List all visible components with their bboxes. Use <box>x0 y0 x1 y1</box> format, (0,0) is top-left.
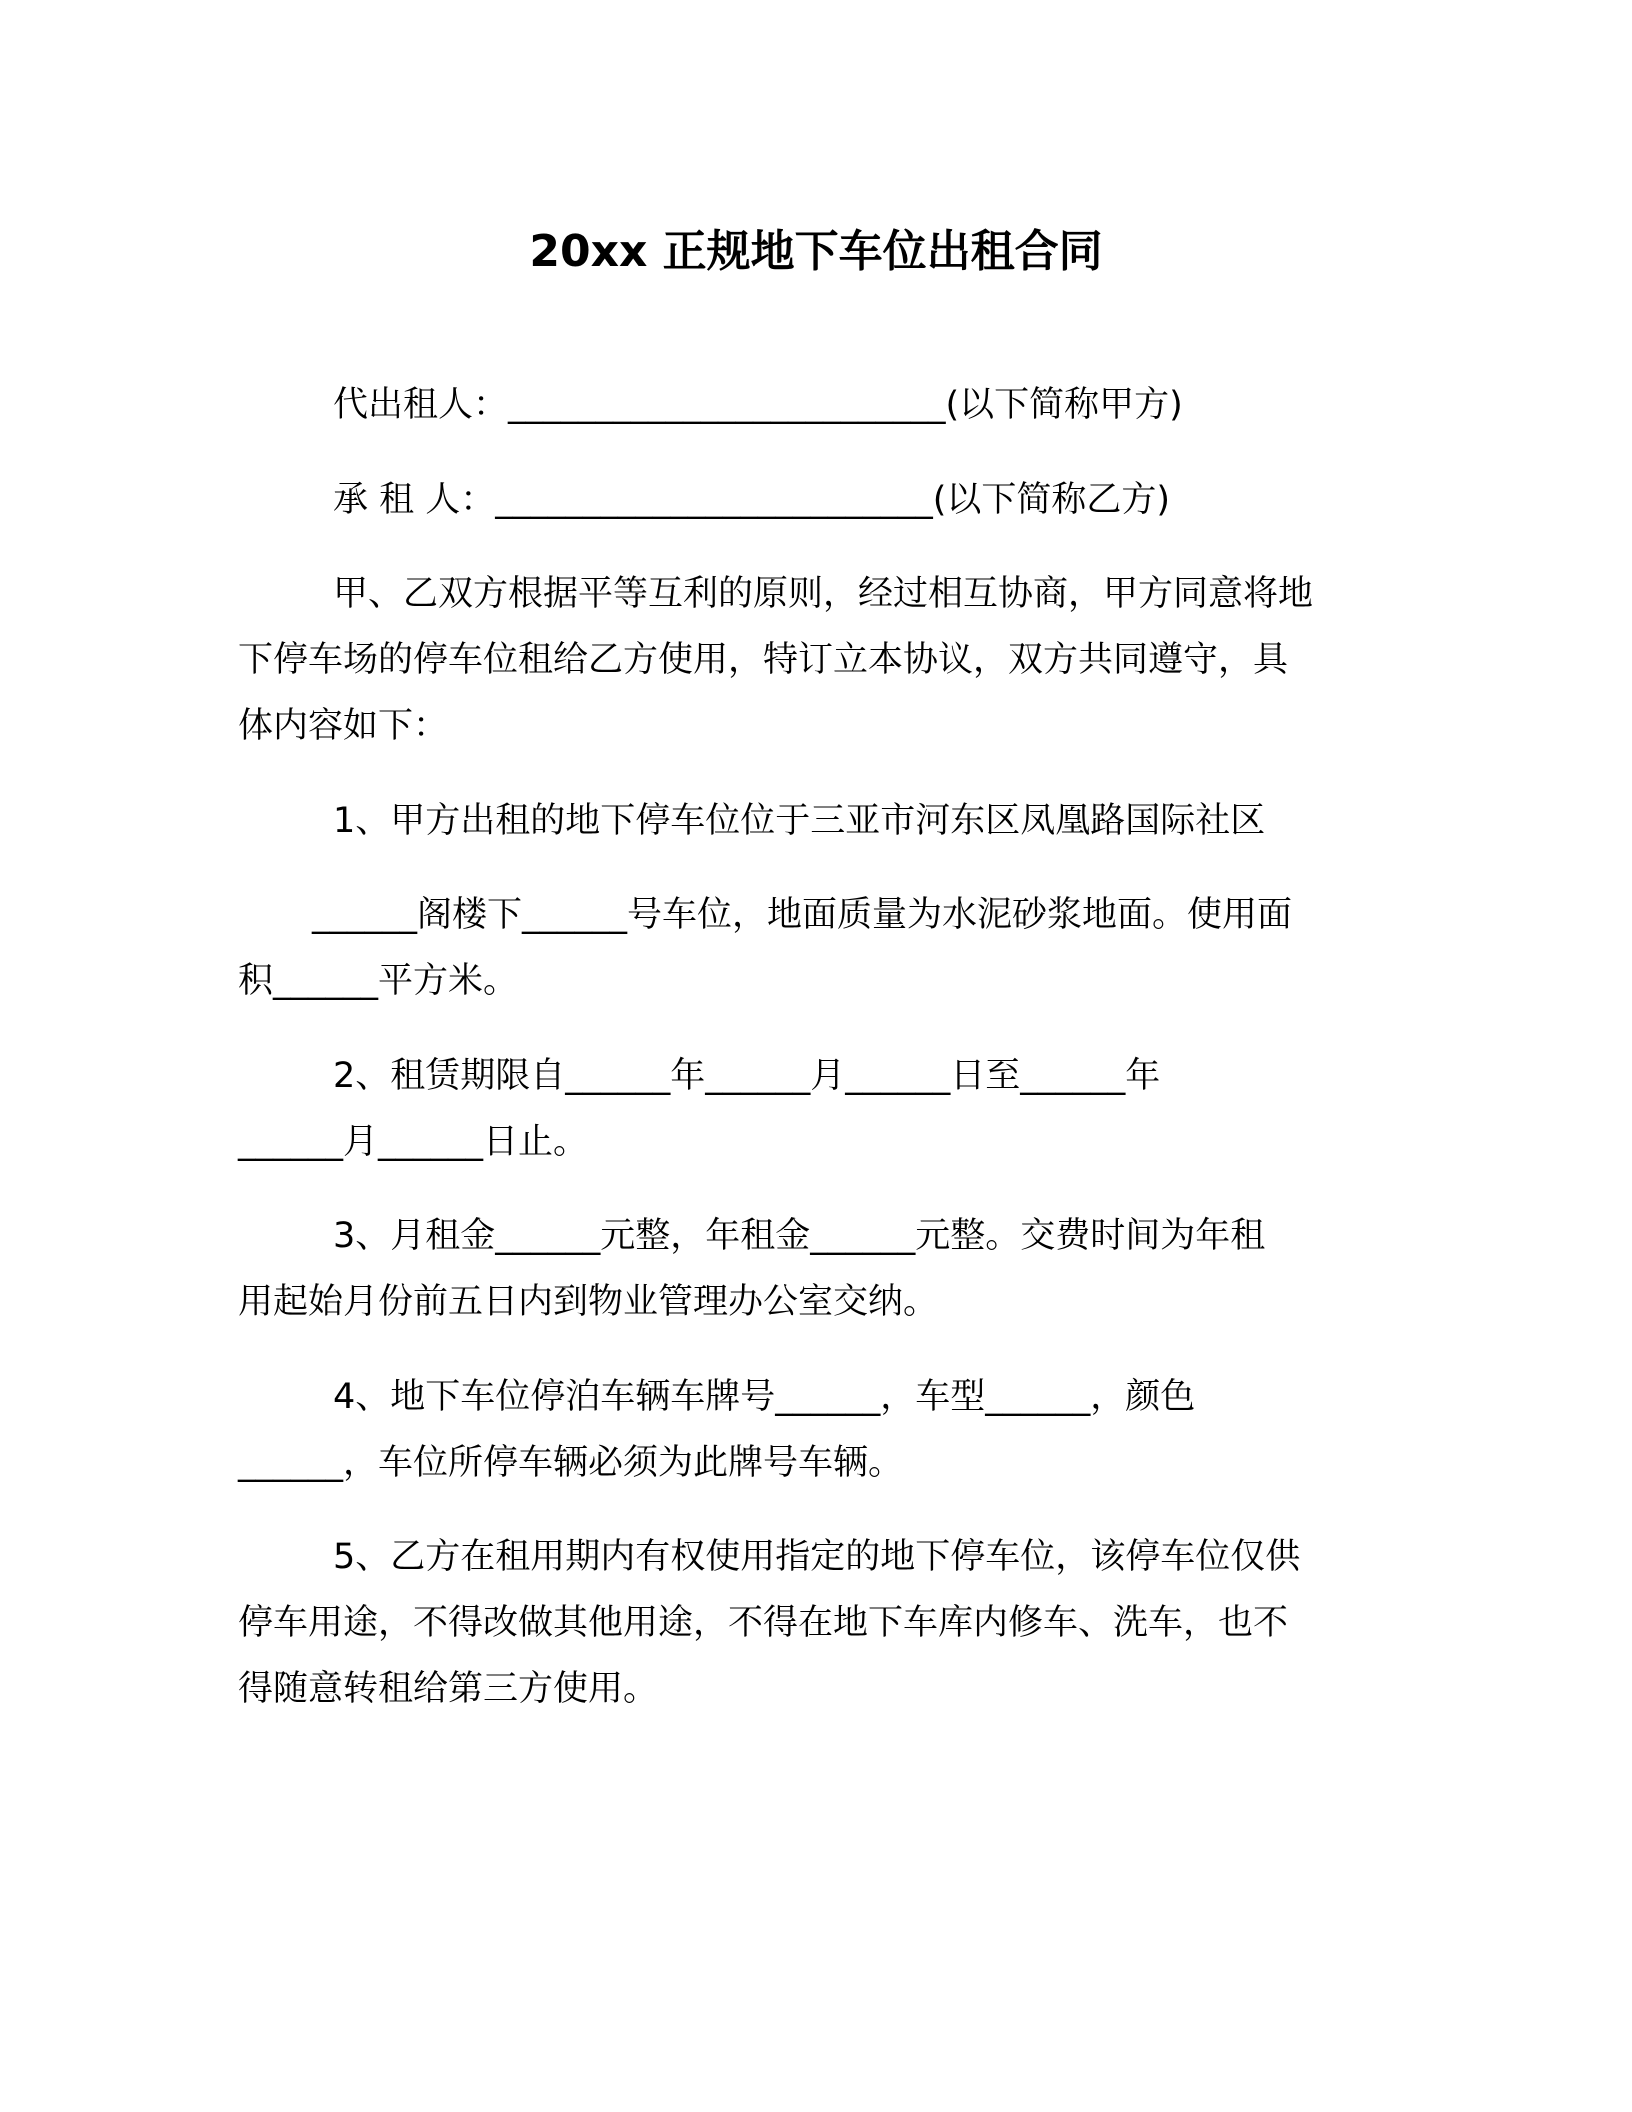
clause-5-line-1: 5、乙方在租用期内有权使用指定的地下停车位，该停车位仅供 <box>333 1537 1301 1577</box>
clause-4-line-1: 4、地下车位停泊车辆车牌号______，车型______，颜色 <box>333 1377 1196 1417</box>
clause-5-line-2: 停车用途，不得改做其他用途，不得在地下车库内修车、洗车，也不 <box>238 1603 1289 1643</box>
document-title: 20xx 正规地下车位出租合同 <box>529 226 1103 277</box>
clause-4-line-2: ______，车位所停车辆必须为此牌号车辆。 <box>238 1443 904 1483</box>
clause-1-line-3: 积______平方米。 <box>238 961 519 1001</box>
clause-5-line-3: 得随意转租给第三方使用。 <box>238 1669 659 1709</box>
clause-1-line-2: ______阁楼下______号车位，地面质量为水泥砂浆地面。使用面 <box>312 895 1293 935</box>
lessee-line: 承 租 人：_________________________(以下简称乙方) <box>333 480 1171 520</box>
lessor-line: 代出租人：_________________________(以下简称甲方) <box>333 385 1183 425</box>
preamble-line-3: 体内容如下： <box>238 706 449 746</box>
clause-2-line-2: ______月______日止。 <box>238 1122 589 1162</box>
clause-2-line-1: 2、租赁期限自______年______月______日至______年 <box>333 1056 1161 1096</box>
clause-3-line-2: 用起始月份前五日内到物业管理办公室交纳。 <box>238 1282 939 1322</box>
clause-3-line-1: 3、月租金______元整，年租金______元整。交费时间为年租 <box>333 1216 1266 1256</box>
preamble-line-2: 下停车场的停车位租给乙方使用，特订立本协议，双方共同遵守，具 <box>238 640 1289 680</box>
preamble-line-1: 甲、乙双方根据平等互利的原则，经过相互协商，甲方同意将地 <box>333 574 1314 614</box>
clause-1-line-1: 1、甲方出租的地下停车位位于三亚市河东区凤凰路国际社区 <box>333 801 1266 841</box>
